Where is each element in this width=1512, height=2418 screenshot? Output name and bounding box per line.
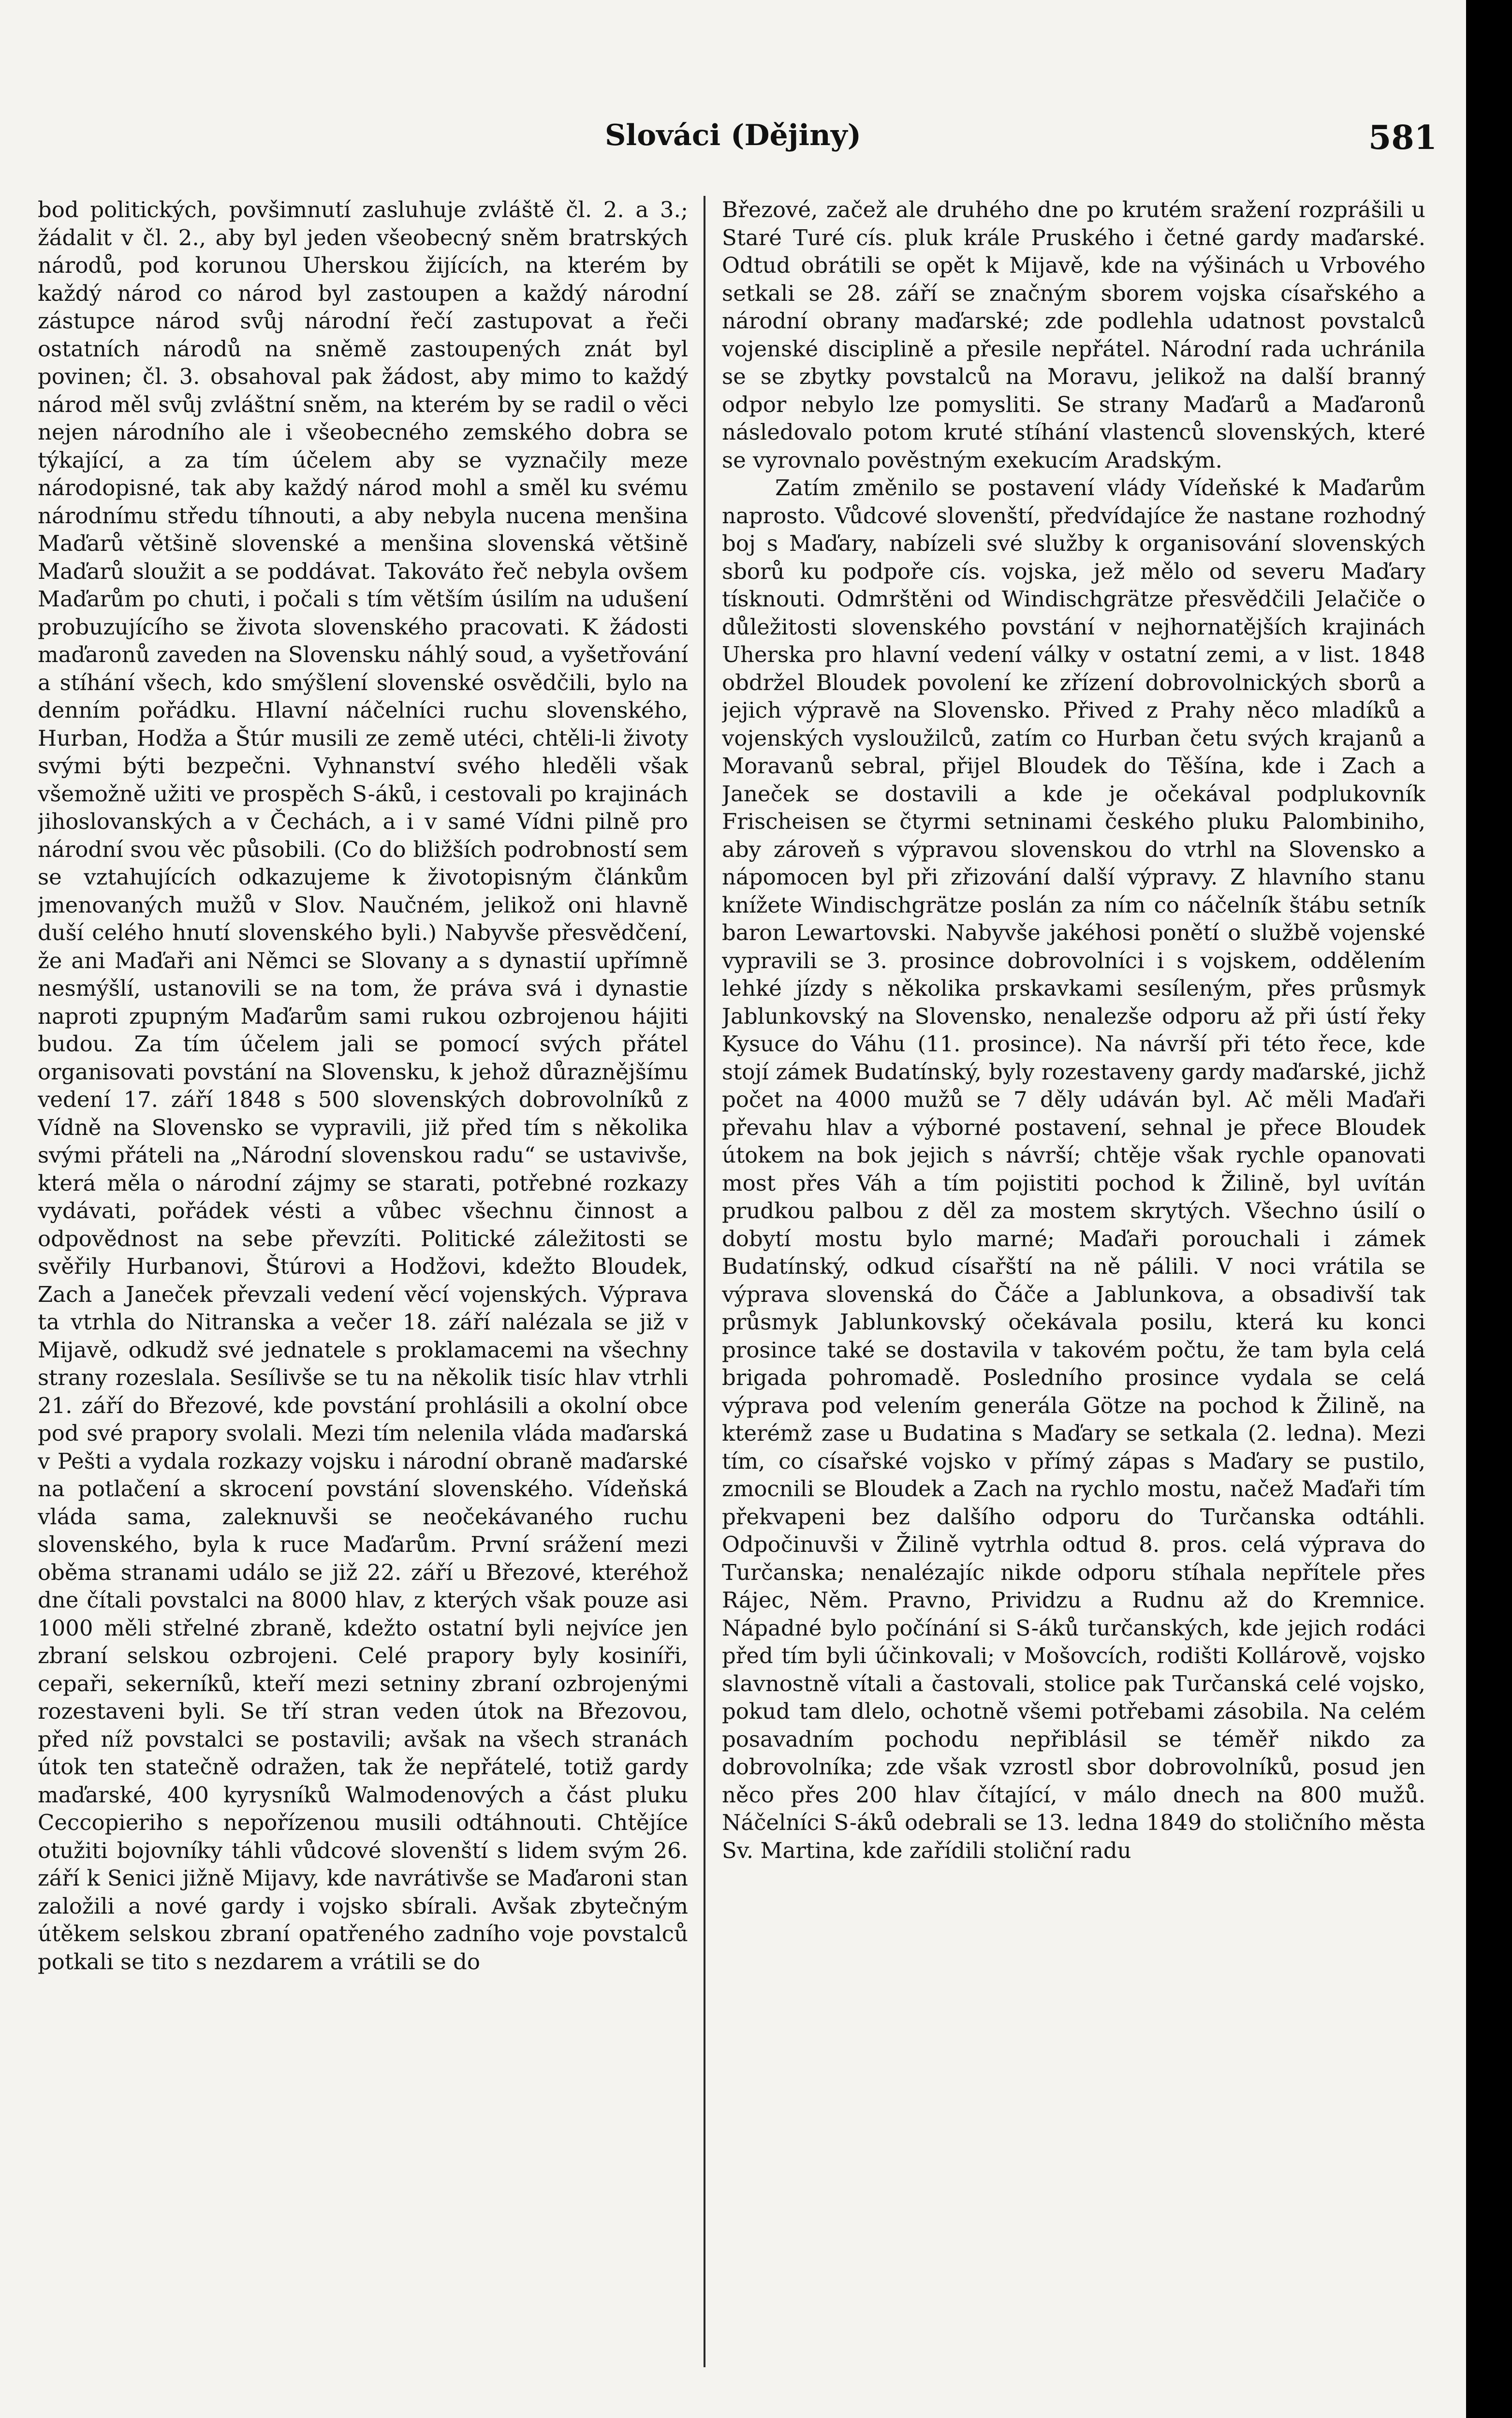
right-column [722,196,1425,2387]
page-number: 581 [1368,118,1437,157]
left-column [38,196,688,2387]
paragraph: bod politických, povšimnutí zasluhuje zvláště čl. 2. a 3.; žádalit v čl. 2., aby byl jeden všeobecný sněm bratrských národů, pod korunou Uherskou žijících, na kterém by každý národ co národ byl zastoupen a každý národní zástupce národ svůj národní řečí zastupovat a řeči ostatních národů na sněmě zastoupených znát byl povinen; čl. 3. obsahoval pak žádost, aby mimo to každý národ měl svůj zvláštní sněm, na kterém by se radil o věci nejen národního ale i všeobecného zemského dobra se týkající, a za tím účelem aby se vyznačily meze národopisné, tak aby každý národ mohl a směl ku svému národnímu středu tíhnouti, a aby nebyla nucena menšina Maďarů většině slovenské a menšina slovenská většině Maďarů sloužit a se poddávat. Takováto řeč nebyla ovšem Maďarům po chuti, i počali s tím větším úsilím na udušení probuzujícího se života slovenského pracovati. K žádosti maďaronů zaveden na Slovensku náhlý soud, a vyšetřování a stíhání všech, kdo smýšlení slovenské osvědčili, bylo na denním pořádku. Hlavní náčelníci ruchu slovenského, Hurban, Hodža a Štúr musili ze země utéci, chtěli-li životy svými býti bezpečni. Vyhnanství svého hleděli však všemožně užiti ve prospěch S-áků, i cestovali po krajinách jihoslovanských a v Čechách, a i v samé Vídni pilně pro národní svou věc působili. (Co do bližších podrobností sem se vztahujících odkazujeme k životopisným článkům jmenovaných mužů v Slov. Naučném, jelikož oni hlavně duší celého hnutí slovenského byli.) Nabyvše přesvědčení, že ani Maďaři ani Němci se Slovany a s dynastií upřímně nesmýšlí, ustanovili se na tom, že práva svá i dynastie naproti zpupným Maďarům sami rukou ozbrojenou hájiti budou. Za tím účelem jali se pomocí svých přátel organisovati povstání na Slovensku, k jehož důraznějšímu vedení 17. září 1848 s 500 slovenských dobrovolníků z Vídně na Slovensko se vypravili, již před tím s několika svými přáteli na „Národní slovenskou radu“ se ustavivše, která měla o národní zájmy se starati, potřebné rozkazy vydávati, pořádek vésti a vůbec všechnu činnost a odpovědnost na sebe převzíti. Politické záležitosti se svěřily Hurbanovi, Štúrovi a Hodžovi, kdežto Bloudek, Zach a Janeček převzali vedení věcí vojenských. Výprava ta vtrhla do Nitranska a večer 18. září nalézala se již v Mijavě, odkudž své jednatele s proklamacemi na všechny strany rozeslala. Sesílivše se tu na několik tisíc hlav vtrhli 21. září do Březové, kde povstání prohlásili a okolní obce pod své prapory svolali. Mezi tím nelenila vláda maďarská v Pešti a vydala rozkazy vojsku i národní obraně maďarské na potlačení a skrocení povstání slovenského. Vídeňská vláda sama, zaleknuvši se neočekávaného ruchu slovenského, byla k ruce Maďarům. První srážení mezi oběma stranami událo se již 22. září u Březové, kteréhož dne čítali povstalci na 8000 hlav, z kterých však pouze asi 1000 měli střelné zbraně, kdežto ostatní byli nejvíce jen zbraní selskou ozbrojeni. Celé prapory byly kosiníři, cepaři, sekerníků, kteří mezi setniny zbraní ozbrojenými rozestaveni byli. Se tří stran veden útok na Březovou, před níž povstalci se postavili; avšak na všech stranách útok ten statečně odražen, tak že nepřátelé, totiž gardy maďarské, 400 kyrysníků Walmodenových a část pluku Ceccopieriho s nepořízenou musili odtáhnouti. Chtějíce otužiti bojovníky táhli vůdcové slovenští s lidem svým 26. září k Senici jižně Mijavy, kde navrátivše se Maďaroni stan založili a nové gardy i vojsko sbírali. Avšak zbytečným útěkem selskou zbraní opatřeného zadního voje povstalců potkali se tito s nezdarem a vrátili se do [38,197,688,1975]
paragraph: Březové, začež ale druhého dne po krutém sražení rozprášili u Staré Turé cís. pluk krále Pruského i četné gardy maďarské. Odtud obrátili se opět k Mijavě, kde na výšinách u Vrbového setkali se 28. září se značným sborem vojska císařského a národní obrany maďarské; zde podlehla udatnost povstalců vojenské disciplině a přesile nepřátel. Národní rada uchránila se se zbytky povstalců na Moravu, jelikož na další branný odpor nebylo lze pomysliti. Se strany Maďarů a Maďaronů následovalo potom kruté stíhání vlastenců slovenských, které se vyrovnalo pověstným exekucím Aradským. [722,197,1425,473]
running-title: Slováci (Dějiny) [604,118,862,152]
paragraph: Zatím změnilo se postavení vlády Vídeňské k Maďarům naprosto. Vůdcové slovenští, předvídajíce že nastane rozhodný boj s Maďary, nabízeli své služby k organisování slovenských sborů ku podpoře cís. vojska, jež mělo od severu Maďary tísknouti. Odmrštěni od Windischgrätze přesvědčili Jelačiče o důležitosti slovenského povstání v nejhornatějších krajinách Uherska pro hlavní vedení války v ostatní zemi, a v list. 1848 obdržel Bloudek povolení ke zřízení dobrovolnických sborů a jejich výpravě na Slovensko. Přived z Prahy něco mladíků a vojenských vysloužilců, zatím co Hurban četu svých krajanů a Moravanů sebral, přijel Bloudek do Těšína, kde i Zach a Janeček se dostavili a kde je očekával podplukovník Frischeisen se čtyrmi setninami českého pluku Palombiniho, aby zároveň s výpravou slovenskou do vtrhl na Slovensko a nápomocen byl při zřizování další výpravy. Z hlavního stanu knížete Windischgrätze poslán za ním co náčelník štábu setník baron Lewartovski. Nabyvše jakéhosi ponětí o službě vojenské vypravili se 3. prosince dobrovolníci i s vojskem, oddělením lehké jízdy s několika prskavkami sesíleným, přes průsmyk Jablunkovský na Slovensko, nenalezše odporu až při ústí řeky Kysuce do Váhu (11. prosince). Na návrší při této řece, kde stojí zámek Budatínský, byly rozestaveny gardy maďarské, jichž počet na 4000 mužů se 7 děly udáván byl. Ač měli Maďaři převahu hlav a výborné postavení, sehnal je přece Bloudek útokem na bok jejich s návrší; chtěje však rychle opanovati most přes Váh a tím pojistiti pochod k Žilině, byl uvítán prudkou palbou z děl za mostem skrytých. Všechno úsilí o dobytí mostu bylo marné; Maďaři porouchali i zámek Budatínský, odkud císařští na ně pálili. V noci vrátila se výprava slovenská do Čáče a Jablunkova, a obsadivší tak průsmyk Jablunkovský očekávala posilu, která ku konci prosince také se dostavila v takovém počtu, že tam byla celá brigada pohromadě. Posledního prosince vydala se celá výprava pod velením generála Götze na pochod k Žilině, na kterémž zase u Budatina s Maďary se setkala (2. ledna). Mezi tím, co císařské vojsko v přímý zápas s Maďary se pustilo, zmocnili se Bloudek a Zach na rychlo mostu, načež Maďaři tím překvapeni bez dalšího odporu do Turčanska odtáhli. Odpočinuvši v Žilině vytrhla odtud 8. pros. celá výprava do Turčanska; nenalézajíc nikde odporu stíhala nepřítele přes Rájec, Něm. Pravno, Prividzu a Rudnu až do Kremnice. Nápadné bylo počínání si S-áků turčanských, kde jejich rodáci před tím byli účinkovali; v Mošovcích, rodišti Kollárově, vojsko slavnostně vítali a častovali, stolice pak Turčanská celé vojsko, pokud tam dlelo, ochotně všemi potřebami zásobila. Na celém posavadním pochodu nepřiblásil se téměř nikdo za dobrovolníka; zde však vzrostl sbor dobrovolníků, posud jen něco přes 200 hlav čítající, v málo dnech na 800 mužů. Náčelníci S-áků odebrali se 13. ledna 1849 do stoličního města Sv. Martina, kde zařídili stoliční radu [722,475,1425,1863]
column-divider [704,196,705,2367]
page-header [19,99,1447,167]
